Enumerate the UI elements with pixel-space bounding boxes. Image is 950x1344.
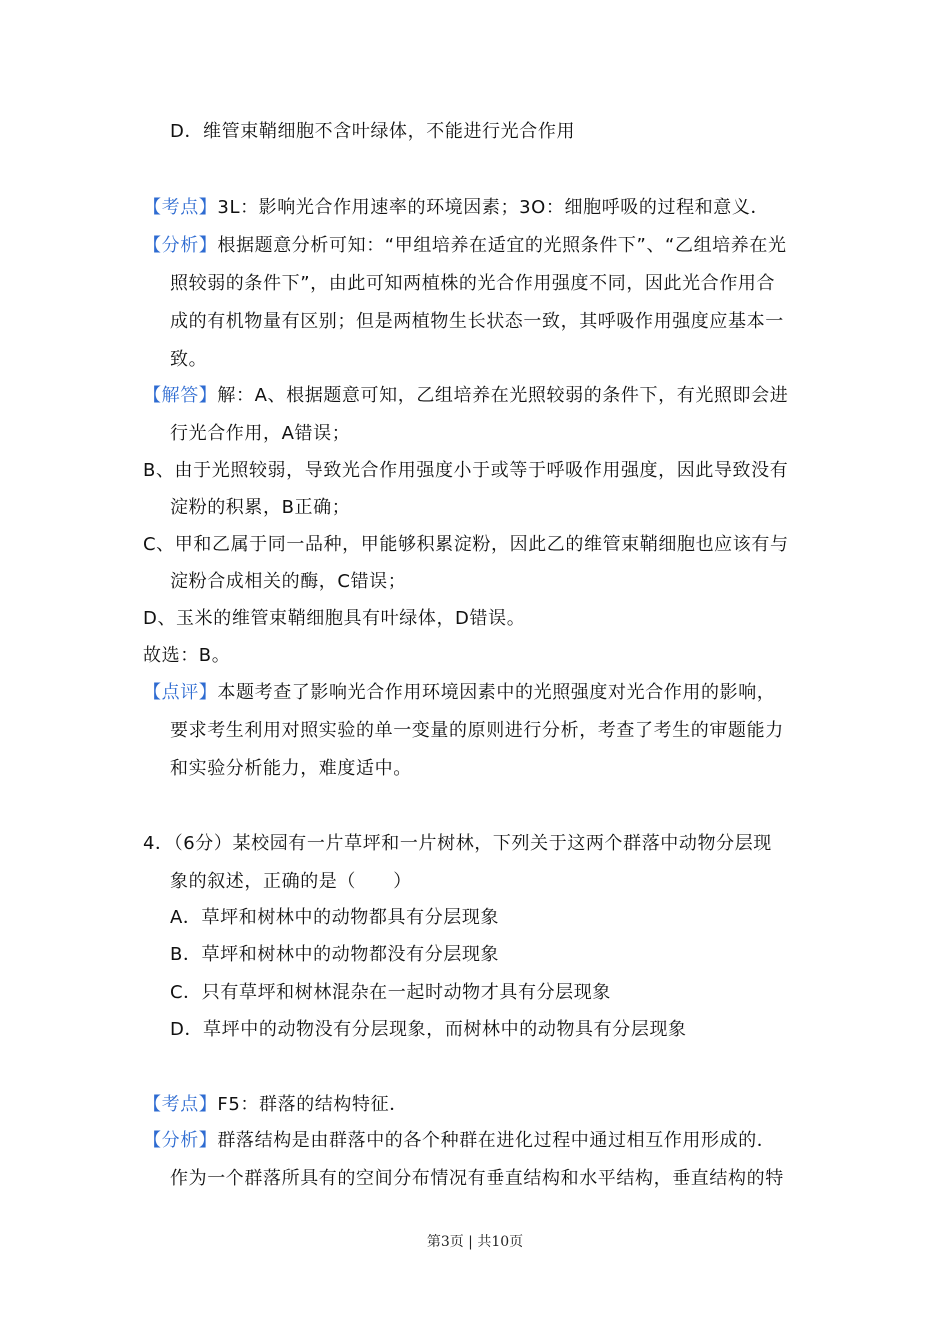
q4-option-a: A．草坪和树林中的动物都具有分层现象 [170,907,500,928]
q4-kaodian [143,1093,408,1117]
jieda-line: C、甲和乙属于同一品种，甲能够积累淀粉，因此乙的维管束鞘细胞也应该有与 [143,534,789,555]
fenxi-line: 群落结构是由群落中的各个种群在进化过程中通过相互作用形成的． [217,1130,776,1151]
fenxi-line: 照较弱的条件下”，由此可知两植株的光合作用强度不同，因此光合作用合 [170,273,776,294]
q3-option-d: D．维管束鞘细胞不含叶绿体，不能进行光合作用 [170,121,576,142]
jieda-tag: 【解答】 [143,385,218,406]
dianping-line: 和实验分析能力，难度适中。 [170,758,412,779]
fenxi-line: 致。 [170,349,208,370]
jieda-line: 淀粉的积累，B正确； [170,497,351,518]
q4-option-d: D．草坪中的动物没有分层现象，而树林中的动物具有分层现象 [170,1019,687,1040]
kaodian-tag: 【考点】 [143,1094,218,1115]
fenxi-line: 根据题意分析可知：“甲组培养在适宜的光照条件下”、“乙组培养在光 [217,235,787,256]
page-footer: 第3页 | 共10页 [426,1234,524,1250]
jieda-answer: 故选：B。 [143,645,231,666]
fenxi-line: 作为一个群落所具有的空间分布情况有垂直结构和水平结构，垂直结构的特 [170,1168,784,1189]
fenxi-line: 成的有机物量有区别；但是两植物生长状态一致，其呼吸作用强度应基本一 [170,311,784,332]
fenxi-tag: 【分析】 [143,1130,218,1151]
q4-option-b: B．草坪和树林中的动物都没有分层现象 [170,944,500,965]
q4-stem: 4．（6分）某校园有一片草坪和一片树林，下列关于这两个群落中动物分层现 [143,833,772,854]
jieda-line: B、由于光照较弱，导致光合作用强度小于或等于呼吸作用强度，因此导致没有 [143,460,789,481]
jieda-line: 解：A、根据题意可知，乙组培养在光照较弱的条件下，有光照即会进 [217,385,789,406]
dianping-tag: 【点评】 [143,682,218,703]
dianping-line: 本题考查了影响光合作用环境因素中的光照强度对光合作用的影响， [217,682,776,703]
kaodian-text: F5：群落的结构特征． [217,1094,408,1115]
fenxi-tag: 【分析】 [143,235,218,256]
jieda-line: 淀粉合成相关的酶，C错误； [170,571,407,592]
q3-kaodian [143,196,769,220]
kaodian-text: 3L：影响光合作用速率的环境因素；3O：细胞呼吸的过程和意义． [217,197,770,218]
jieda-line: 行光合作用，A错误； [170,423,351,444]
kaodian-tag: 【考点】 [143,197,218,218]
jieda-line: D、玉米的维管束鞘细胞具有叶绿体，D错误。 [143,608,526,629]
dianping-line: 要求考生利用对照实验的单一变量的原则进行分析，考查了考生的审题能力 [170,720,784,741]
q4-stem: 象的叙述，正确的是（ ） [170,871,412,892]
q4-option-c: C．只有草坪和树林混杂在一起时动物才具有分层现象 [170,982,611,1003]
